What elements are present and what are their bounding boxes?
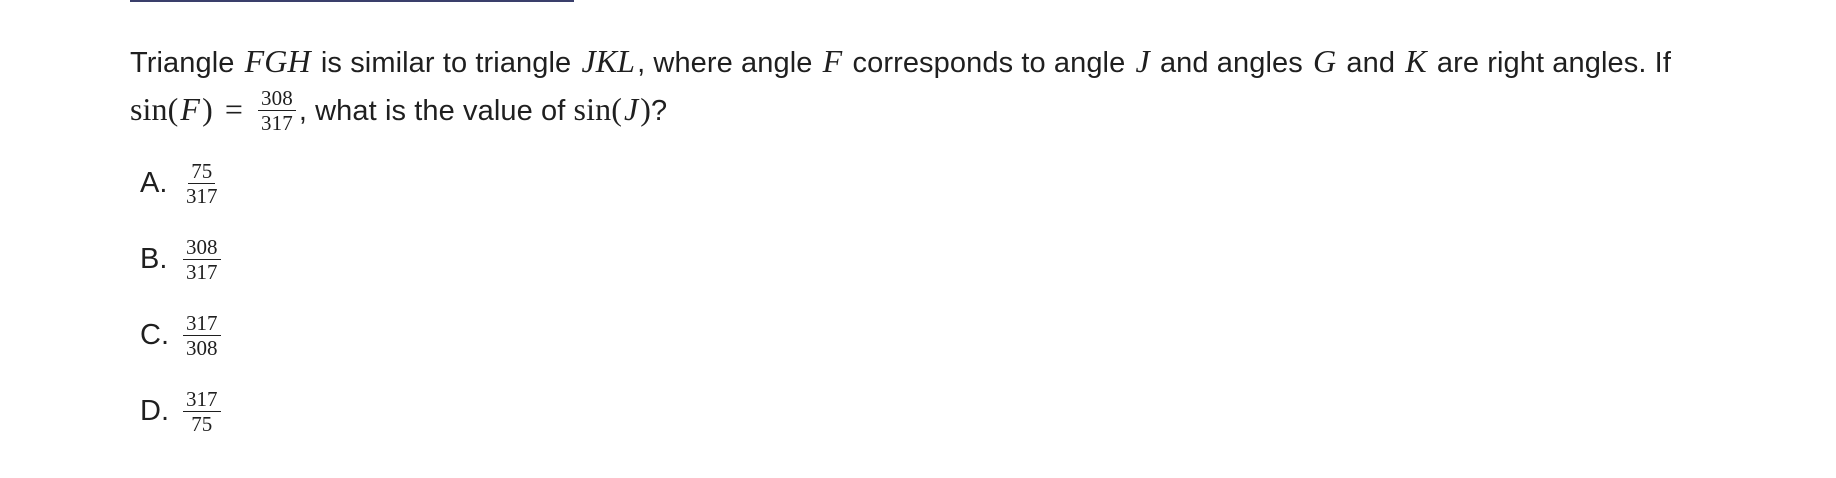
sin-function: sin bbox=[573, 91, 612, 127]
angle-f: F bbox=[822, 43, 843, 79]
equals-sign: = bbox=[224, 91, 243, 127]
fraction-denominator: 75 bbox=[191, 411, 213, 436]
choice-a[interactable] bbox=[140, 145, 224, 221]
question-text-part: Triangle bbox=[130, 47, 243, 79]
fraction-denominator: 317 bbox=[186, 259, 218, 284]
top-divider bbox=[130, 0, 574, 2]
choice-letter: B. bbox=[140, 242, 168, 275]
fraction-numerator: 308 bbox=[258, 87, 296, 111]
open-paren: ( bbox=[611, 91, 622, 127]
triangle-jkl: JKL bbox=[581, 43, 636, 79]
question-text bbox=[130, 38, 1730, 136]
fraction-numerator: 75 bbox=[188, 160, 215, 184]
choice-b[interactable] bbox=[140, 221, 224, 297]
fraction-denominator: 317 bbox=[261, 110, 293, 135]
fraction-numerator: 317 bbox=[183, 388, 221, 412]
choice-letter: C. bbox=[140, 318, 169, 351]
choice-fraction bbox=[183, 388, 221, 435]
choice-c[interactable] bbox=[140, 297, 224, 373]
close-paren: ) bbox=[640, 91, 652, 127]
answer-choices bbox=[140, 145, 224, 449]
question-text-part: is similar to triangle bbox=[312, 47, 580, 79]
open-paren: ( bbox=[167, 91, 179, 127]
fraction-numerator: 308 bbox=[183, 236, 221, 260]
question-text-part: are right angles. If bbox=[1428, 47, 1671, 79]
ask-arg-j: J bbox=[623, 91, 639, 127]
choice-fraction bbox=[183, 236, 221, 283]
question-text-part: , where angle bbox=[637, 47, 821, 79]
sin-function: sin bbox=[130, 91, 168, 127]
angle-j: J bbox=[1135, 43, 1150, 79]
choice-letter: D. bbox=[140, 394, 169, 427]
question-text-part: and bbox=[1338, 47, 1404, 79]
question-text-part: , what is the value of bbox=[298, 95, 574, 127]
close-paren: ) bbox=[202, 91, 213, 127]
fraction-denominator: 317 bbox=[186, 183, 218, 208]
question-text-part: and angles bbox=[1151, 47, 1312, 79]
triangle-fgh: FGH bbox=[244, 43, 311, 79]
given-arg-f: F bbox=[180, 91, 201, 127]
choice-d[interactable] bbox=[140, 373, 224, 449]
fraction-numerator: 317 bbox=[183, 312, 221, 336]
angle-k: K bbox=[1405, 43, 1427, 79]
given-fraction bbox=[258, 87, 296, 134]
choice-fraction bbox=[183, 312, 221, 359]
angle-g: G bbox=[1313, 43, 1337, 79]
question-text-part: corresponds to angle bbox=[844, 47, 1134, 79]
choice-fraction bbox=[183, 160, 221, 207]
choice-letter: A. bbox=[140, 166, 168, 199]
fraction-denominator: 308 bbox=[186, 335, 218, 360]
question-mark: ? bbox=[651, 95, 668, 127]
